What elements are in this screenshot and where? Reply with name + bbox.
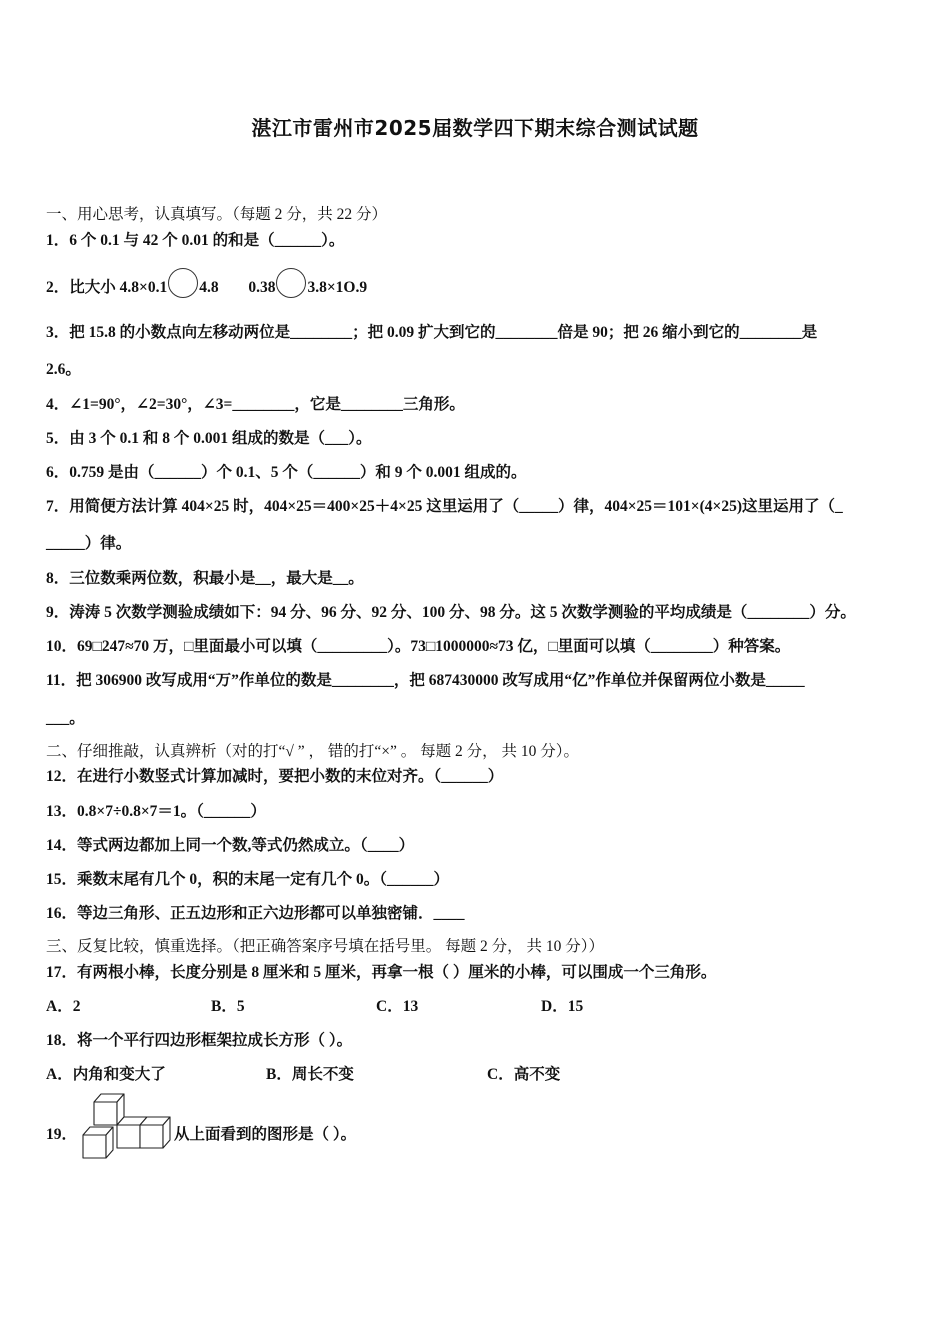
question-19-number: 19． <box>46 1126 78 1143</box>
question-11: 11．把 306900 改写成用“万”作单位的数是________，把 687430000 改写成用“亿”作单位并保留两位小数是_____ <box>46 672 805 689</box>
q18-option-a[interactable]: A．内角和变大了 <box>46 1066 166 1083</box>
question-18: 18．将一个平行四边形框架拉成长方形（ ）。 <box>46 1032 353 1049</box>
compare-circle[interactable] <box>276 268 306 298</box>
question-4: 4．∠1=90°，∠2=30°，∠3=________，它是________三角形。 <box>46 396 465 413</box>
section-3-heading: 三、反复比较，慎重选择。（把正确答案序号填在括号里。 每题 2 分， 共 10 分）） <box>46 938 605 955</box>
question-2 <box>46 268 367 298</box>
question-1: 1．6 个 0.1 与 42 个 0.01 的和是（______）。 <box>46 232 345 249</box>
question-7-continued: _____）律。 <box>46 535 132 552</box>
q2-part-c: 0.38 <box>248 279 276 296</box>
question-15: 15．乘数末尾有几个 0，积的末尾一定有几个 0。（______） <box>46 871 450 888</box>
question-13: 13．0.8×7÷0.8×7＝1。（______） <box>46 803 266 820</box>
q18-option-b[interactable]: B．周长不变 <box>266 1066 354 1083</box>
section-2-heading: 二、仔细推敲，认真辨析（对的打“√ ” ， 错的打“×” 。 每题 2 分， 共 10 分）。 <box>46 743 580 760</box>
question-3: 3．把 15.8 的小数点向左移动两位是________；把 0.09 扩大到它的________倍是 90；把 26 缩小到它的________是 <box>46 324 818 341</box>
question-17: 17．有两根小棒，长度分别是 8 厘米和 5 厘米，再拿一根（ ）厘米的小棒，可以围成一个三角形。 <box>46 964 717 981</box>
question-11-continued: ___。 <box>46 710 85 727</box>
question-14: 14．等式两边都加上同一个数,等式仍然成立。（____） <box>46 837 415 854</box>
question-5: 5．由 3 个 0.1 和 8 个 0.001 组成的数是（___）。 <box>46 430 372 447</box>
q2-part-b: 4.8 <box>199 279 219 296</box>
q17-option-a[interactable]: A．2 <box>46 998 81 1015</box>
question-19-text: 从上面看到的图形是（ ）。 <box>174 1126 357 1143</box>
cube-stack-figure <box>80 1092 174 1162</box>
question-9: 9．涛涛 5 次数学测验成绩如下：94 分、96 分、92 分、100 分、98 分。这 5 次数学测验的平均成绩是（________）分。 <box>46 604 856 621</box>
q2-part-d: 3.8×1O.9 <box>307 279 368 296</box>
section-1-heading: 一、用心思考，认真填写。（每题 2 分，共 22 分） <box>46 206 388 223</box>
page-title: 湛江市雷州市2025届数学四下期末综合测试试题 <box>251 116 699 140</box>
q17-option-b[interactable]: B．5 <box>211 998 245 1015</box>
q17-option-c[interactable]: C．13 <box>376 998 419 1015</box>
question-16: 16．等边三角形、正五边形和正六边形都可以单独密铺．____ <box>46 905 465 922</box>
question-8: 8．三位数乘两位数，积最小是__，最大是__。 <box>46 570 364 587</box>
q17-option-d[interactable]: D．15 <box>541 998 584 1015</box>
question-6: 6．0.759 是由（______）个 0.1、5 个（______）和 9 个 0.001 组成的。 <box>46 464 527 481</box>
question-3-continued: 2.6。 <box>46 361 81 378</box>
q18-option-c[interactable]: C．高不变 <box>487 1066 561 1083</box>
question-12: 12．在进行小数竖式计算加减时，要把小数的末位对齐。（______） <box>46 768 504 785</box>
compare-circle[interactable] <box>168 268 198 298</box>
question-10: 10．69□247≈70 万，□里面最小可以填（_________）。73□1000000≈73 亿，□里面可以填（________）种答案。 <box>46 638 791 655</box>
question-7: 7．用简便方法计算 404×25 时，404×25＝400×25＋4×25 这里运用了（_____）律，404×25＝101×(4×25)这里运用了（_ <box>46 498 843 515</box>
q2-part-a: 2．比大小 4.8×0.1 <box>46 279 168 296</box>
